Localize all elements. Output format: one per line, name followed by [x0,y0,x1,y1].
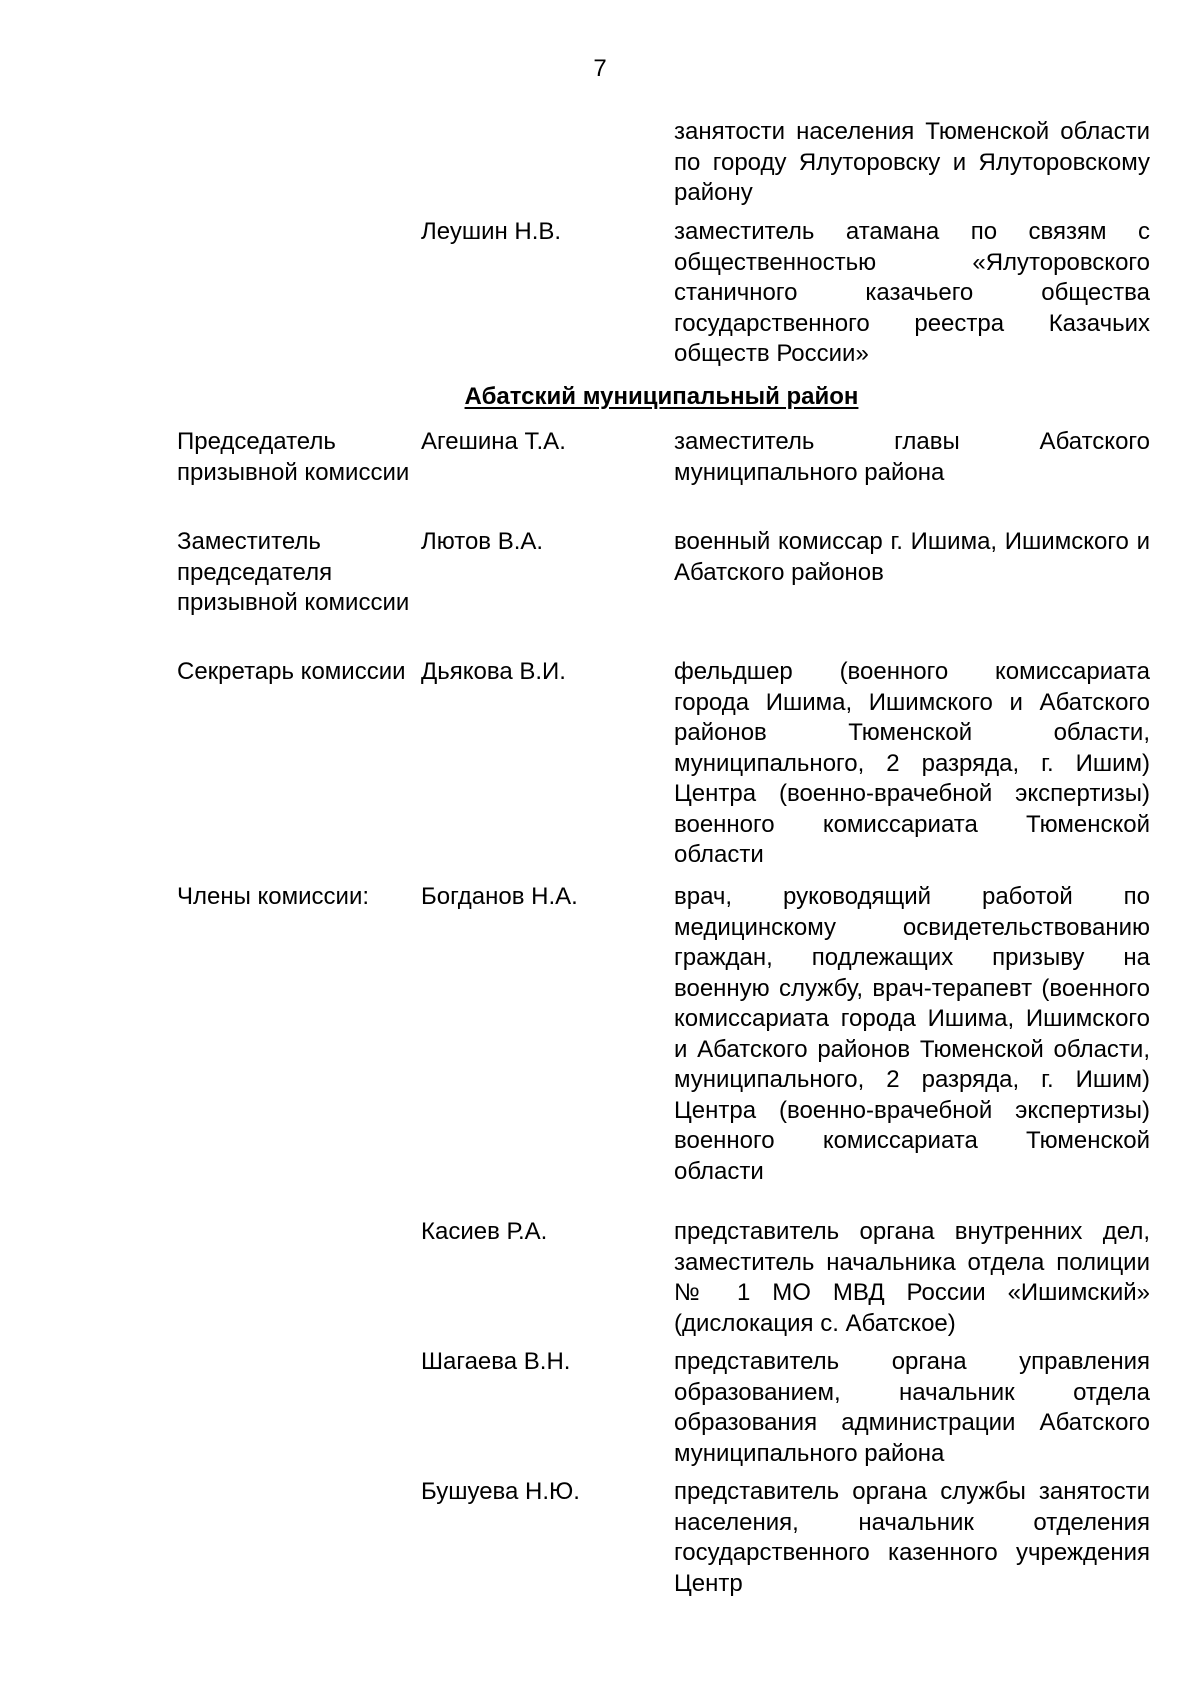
role-deputy-chairman: Заместитель председателя призывной комиссии [177,528,410,616]
section-title: Абатский муниципальный район [464,383,859,410]
continued-description: занятости населения Тюменской области по городу Ялуторовску и Ялуторовскому району [674,118,1150,206]
member-name: Касиев Р.А. [421,1218,548,1245]
member-description-leushin: заместитель атамана по связям с общественностью «Ялуторовского станичного казачьего общества государственного реестра Казачьих обществ России» [674,218,1150,367]
role-members: Члены комиссии: [177,883,370,910]
member-description: представитель органа службы занятости населения, начальник отделения государственного казенного учреждения Центр [674,1478,1150,1597]
member-name: Дьякова В.И. [421,658,566,685]
member-name: Лютов В.А. [421,528,544,555]
member-description: фельдшер (военного комиссариата города Ишима, Ишимского и Абатского районов Тюменской области, муниципального, 2 разряда, г. Ишим) Центра (военно-врачебной экспертизы) военного комиссариата Тюменской области [674,658,1150,868]
role-chairman: Председатель призывной комиссии [177,428,410,486]
member-description: представитель органа внутренних дел, заместитель начальника отдела полиции № 1 МО МВД России «Ишимский» (дислокация с. Абатское) [674,1218,1150,1337]
member-name-leushin: Леушин Н.В. [421,218,562,245]
member-name: Бушуева Н.Ю. [421,1478,580,1505]
role-secretary: Секретарь комиссии [177,658,406,685]
member-description: врач, руководящий работой по медицинскому освидетельствованию граждан, подлежащих призыву на военную службу, врач-терапевт (военного комиссариата города Ишима, Ишимского и Абатского районов Тюменской области, муниципального, 2 разряда, г. Ишим) Центра (военно-врачебной экспертизы) военного комиссариата Тюменской области [674,883,1150,1185]
member-name: Агешина Т.А. [421,428,566,455]
member-description: военный комиссар г. Ишима, Ишимского и Абатского районов [674,528,1150,586]
member-description: представитель органа управления образованием, начальник отдела образования администрации Абатского муниципального района [674,1348,1150,1467]
page-number: 7 [593,55,607,82]
member-name: Богданов Н.А. [421,883,578,910]
member-name: Шагаева В.Н. [421,1348,571,1375]
member-description: заместитель главы Абатского муниципального района [674,428,1150,486]
